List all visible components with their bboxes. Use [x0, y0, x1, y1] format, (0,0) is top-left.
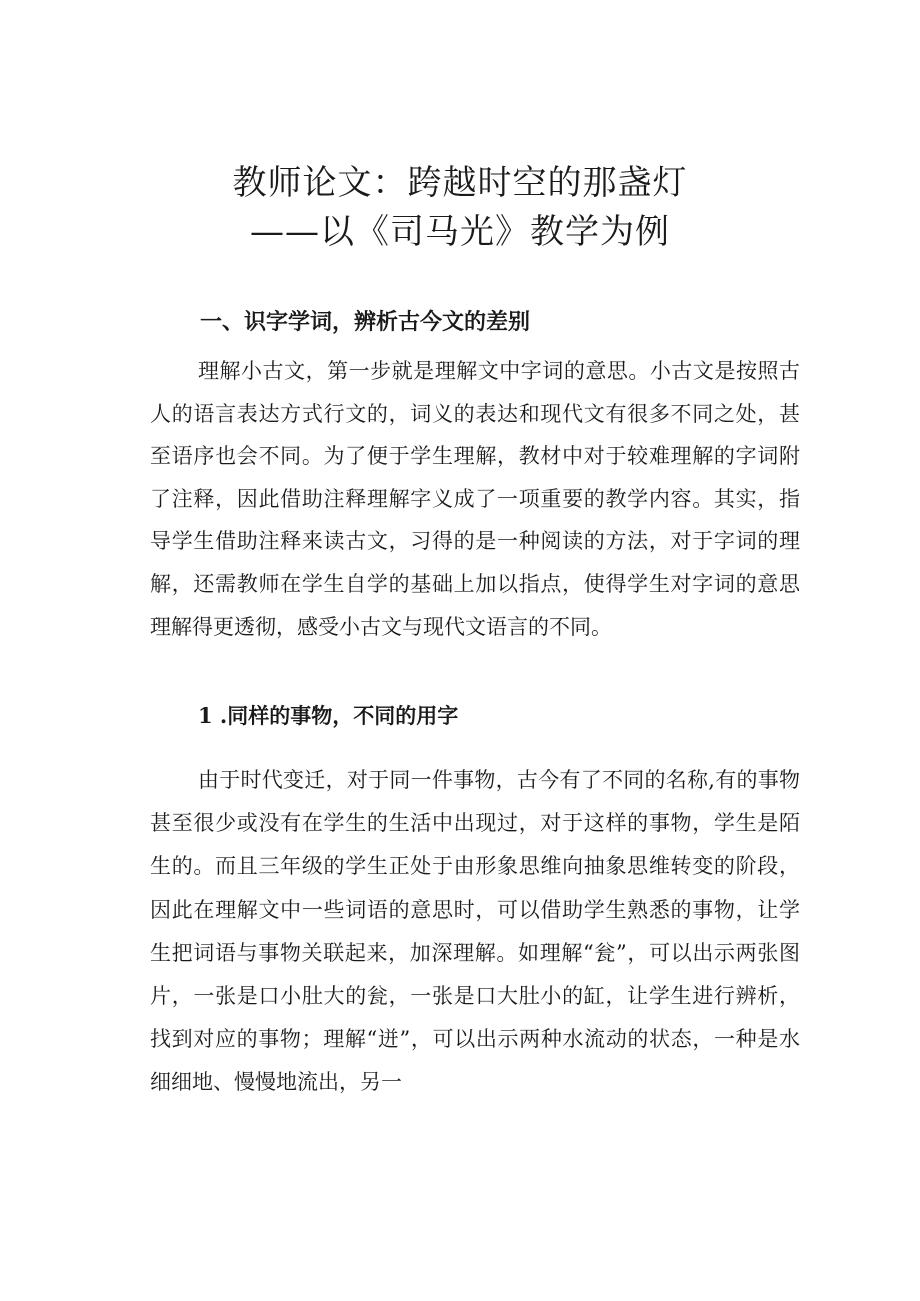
- document-subtitle: ——以《司马光》教学为例: [250, 212, 670, 252]
- subsection-paragraph: 由于时代变迁，对于同一件事物，古今有了不同的名称,有的事物甚至很少或没有在学生的生活中出现过，对于这样的事物，学生是陌生的。而且三年级的学生正处于由形象思维向抽象思维转变的阶段，因此在理解文中一些词语的意思时，可以借助学生熟悉的事物，让学生把词语与事物关联起来，加深理解。如理解“瓮”，可以出示两张图片，一张是口小肚大的瓮，一张是口大肚小的缸，让学生进行辨析，找到对应的事物；理解“迸”，可以出示两种水流动的状态，一种是水细细地、慢慢地流出，另一: [150, 768, 800, 1095]
- subsection-heading: 1 .同样的事物，不同的用字: [198, 703, 459, 728]
- section-paragraph: 理解小古文，第一步就是理解文中字词的意思。小古文是按照古人的语言表达方式行文的，词义的表达和现代文有很多不同之处，甚至语序也会不同。为了便于学生理解，教材中对于较难理解的字词附了注释，因此借助注释理解字义成了一项重要的教学内容。其实，指导学生借助注释来读古文，习得的是一种阅读的方法，对于字词的理解，还需教师在学生自学的基础上加以指点，使得学生对字词的意思理解得更透彻，感受小古文与现代文语言的不同。: [150, 359, 800, 639]
- document-title: 教师论文：跨越时空的那盏灯: [232, 163, 688, 203]
- section-heading: 一、识字学词，辨析古今文的差别: [200, 310, 531, 335]
